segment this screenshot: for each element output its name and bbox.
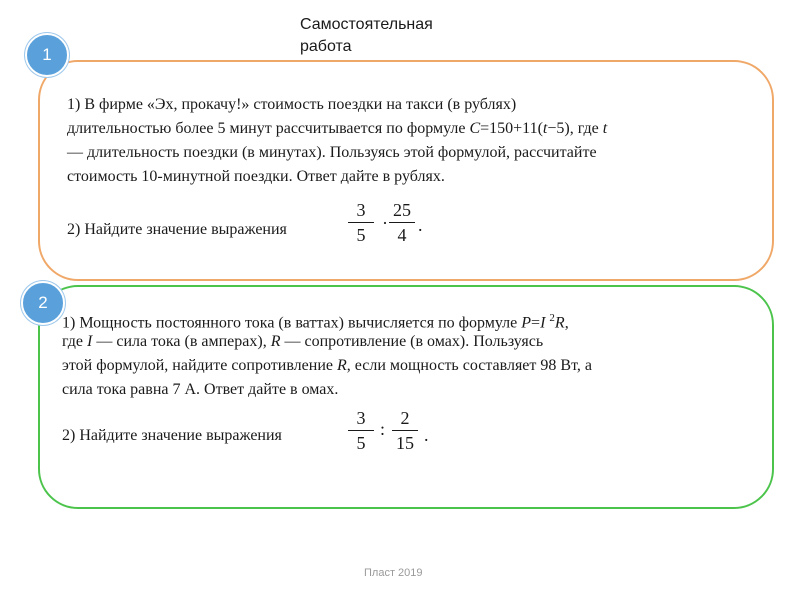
footer-text: Пласт 2019 xyxy=(364,567,423,579)
task2-line2-R: R xyxy=(270,333,281,350)
task2-frac1-numerator: 3 xyxy=(356,408,366,428)
task2-frac1-bar xyxy=(348,430,374,431)
task2-line3-a: этой формулой, найдите сопротивление xyxy=(62,357,337,374)
task1-formula-rest: =150+11( xyxy=(480,120,543,137)
task1-expr-label: 2) Найдите значение выражения xyxy=(67,221,287,238)
task2-line1-I: I xyxy=(540,314,546,332)
task2-frac1-denominator: 5 xyxy=(356,433,366,453)
task2-line1-end: , xyxy=(564,314,569,332)
task2-expr-end: . xyxy=(424,425,429,445)
task1-text-line1: 1) В фирме «Эх, прокачу!» стоимость поездки на такси (в рублях) xyxy=(67,96,517,113)
task1-formula-t: t xyxy=(542,120,548,137)
slide-title xyxy=(300,14,433,58)
task2-line1-eq: = xyxy=(531,314,541,332)
task2-line3-b: , если мощность составляет 98 Вт, а xyxy=(346,357,592,374)
task2-line2-I: I xyxy=(87,333,93,350)
task1-text-line4: стоимость 10-минутной поездки. Ответ дайте в рублях. xyxy=(67,168,445,185)
task2-badge: 2 xyxy=(21,281,65,325)
task2-frac2-numerator: 2 xyxy=(400,408,410,428)
task1-formula-var: C xyxy=(469,120,481,137)
task1-formula-t2: t xyxy=(602,120,608,137)
task2-text-line4: сила тока равна 7 А. Ответ дайте в омах. xyxy=(62,381,339,398)
task1-operator: · xyxy=(382,213,388,233)
task2-fraction-2 xyxy=(392,408,418,453)
task2-expr-label: 2) Найдите значение выражения xyxy=(62,427,282,444)
task2-text-line2 xyxy=(62,330,543,354)
task2-frac2-bar xyxy=(392,430,418,431)
task2-line2-c: — сопротивление (в омах). Пользуясь xyxy=(280,333,544,350)
task1-expr-end: . xyxy=(418,215,423,235)
task1-frac1-numerator: 3 xyxy=(356,200,366,220)
task1-frac1-bar xyxy=(348,222,374,223)
task1-badge: 1 xyxy=(25,33,69,77)
task2-line1-P: P xyxy=(521,314,532,332)
task2-line1-sup: 2 xyxy=(549,312,555,324)
task1-text-line3: — длительность поездки (в минутах). Пользуясь этой формулой, рассчитайте xyxy=(67,144,597,161)
task2-line2-b: — сила тока (в амперах), xyxy=(92,333,271,350)
task1-fraction-1 xyxy=(348,200,374,245)
task2-line3-R: R xyxy=(337,357,347,374)
slide-title-line1: Самостоятельная xyxy=(300,16,433,33)
task1-text-line2-a: длительностью более 5 минут рассчитывается по формуле xyxy=(67,120,470,137)
task1-fraction-2 xyxy=(389,200,415,245)
task2-operator: : xyxy=(380,419,386,439)
task2-line1-R: R xyxy=(554,314,565,332)
task1-text-line2 xyxy=(67,117,607,141)
task2-text-line3 xyxy=(62,354,592,378)
task1-frac2-bar xyxy=(389,222,415,223)
task2-line2-a: где xyxy=(62,333,88,350)
task1-frac2-denominator: 4 xyxy=(397,225,407,245)
task1-frac2-numerator: 25 xyxy=(393,200,411,220)
task1-frac1-denominator: 5 xyxy=(356,225,366,245)
task2-fraction-1 xyxy=(348,408,374,453)
slide-title-line2: работа xyxy=(300,38,352,55)
task2-line1-a: 1) Мощность постоянного тока (в ваттах) вычисляется по формуле xyxy=(62,314,522,332)
task1-formula-end: −5), где xyxy=(547,120,603,137)
task2-frac2-denominator: 15 xyxy=(396,433,414,453)
